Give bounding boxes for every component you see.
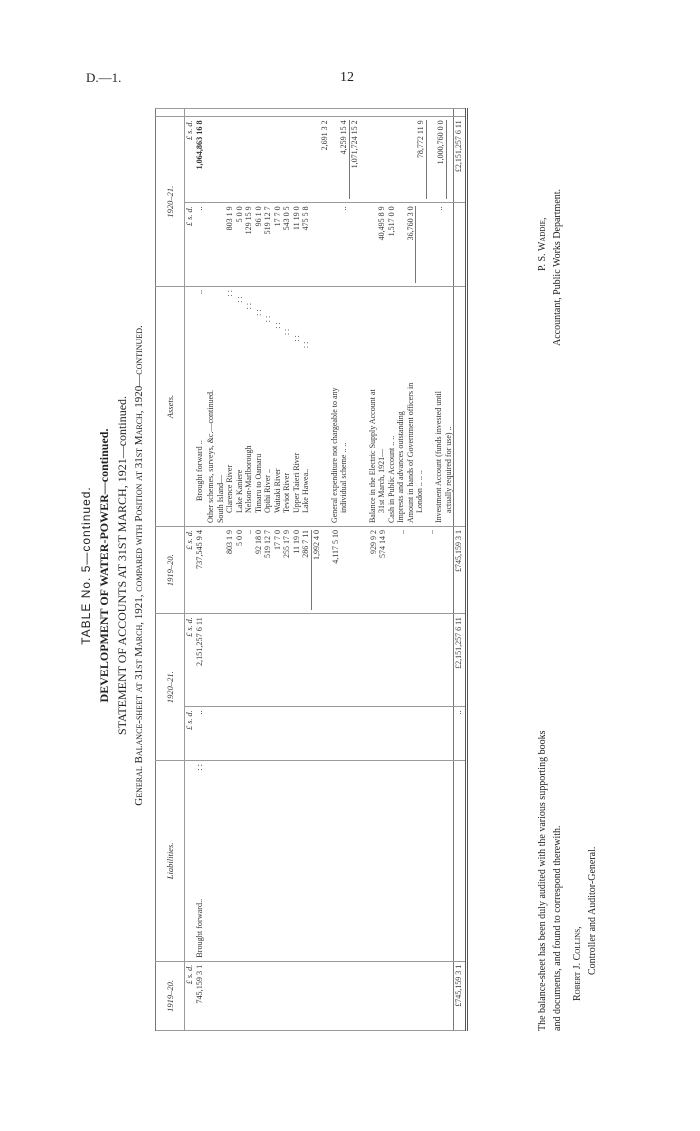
col-assets: Assets. [156,287,185,527]
col-liabilities: Liabilities. [156,761,185,962]
col-1919-20-assets: 1919–20. [156,527,185,614]
assets-bf-label: Brought forward .. .. [195,287,206,527]
accountant-name: P. S. Waddie, [537,217,548,271]
assets-bf-1921: 1,064,863 16 8 [195,117,206,203]
totals-row: £745,159 3 1 .. £2,151,257 6 11 £745,159 3 1 £2,151,257 6 11 [454,109,467,1031]
brought-forward-row: 745,159 3 1 Brought forward.. : : .. 2,151,257 6 11 737,545 9 4 Brought forward .. .. .. 1,064,863 16 8 [195,109,206,1031]
col-1919-20: 1919–20. [156,961,185,1030]
liab-bf-1920: 745,159 3 1 [195,961,206,1030]
assets-total-1921: £2,151,257 6 11 [454,117,467,203]
header-row [156,109,185,1031]
balance-sheet-title: General Balance-sheet at 31st March, 1921, compared with Position at 31st March, 1920—continued. [133,325,145,806]
col-1920-21: 1920–21. [156,614,185,761]
liab-bf-label: Brought forward.. : : [195,761,206,962]
currency-row: £ s. d. £ s. d. £ s. d. £ s. d. £ s. d. £ s. d. [185,109,196,1031]
liab-bf-1921: 2,151,257 6 11 [195,614,206,707]
auditor-title: Controller and Auditor-General. [587,846,598,975]
audit-note-2: and documents, and found to correspond therewith. [552,825,563,1031]
assets-bf-1920: 737,545 9 4 [195,527,206,614]
table-number: TABLE No. 5—continued. [79,486,93,645]
assets-1921-items: 803 1 9 5 0 0 129 15 9 96 1 0 519 12 7 17 7 0 543 0 5 11 19 0 475 5 8 .. 40,495 8 9 1,517 0 0 36,760 3 0 .. [206,203,454,287]
liab-total-1920: £745,159 3 1 [454,961,467,1030]
assets-1921-totals: 2,691 3 2 4,259 15 4 1,071,724 15 2 78,772 11 9 1,000,760 0 0 [206,117,454,203]
audit-note-1: The balance-sheet has been duly audited with the various supporting books [537,730,548,1031]
assets-1920-values: 803 1 9 5 0 0 .. 92 18 0 519 12 7 17 7 0 255 17 9 11 19 0 286 7 11 1,992 4 0 4,117 5 10 929 9 2 574 14 9 .. .. [206,527,454,614]
col-1920-21-assets: 1920–21. [156,117,185,287]
section-title: DEVELOPMENT OF WATER-POWER—continued. [97,428,111,703]
assets-descriptions: Other schemes, surveys, &c.—continued. South Island— Clarence River : : Lake Kaniere : : Nelson-Marlborough : : Timaru to Oamaru : : Opihi River .. : : Waitaki River : : Teviot River : : Upper Taieri River : : Lake Hawea.. : : General expenditure not chargeable to any individual scheme .. .. Balance in the Electric Supply Account at 31st March, 1921— Cash in Public Account .. .. Imprests and advances outstanding Amount in hands of Government officers in London .. .. .. Investment Account (funds invested until actually required for use) .. [206,287,454,527]
balance-sheet-table [155,108,468,1031]
page-code: D.—1. [86,70,122,85]
page-number: 12 [340,70,354,85]
assets-total-1920: £745,159 3 1 [454,527,467,614]
detail-row [206,109,454,1031]
liab-total-1921: £2,151,257 6 11 [454,614,467,707]
accountant-title: Accountant, Public Works Department. [552,188,563,346]
auditor-name: Robert J. Collins, [572,926,583,1001]
statement-title: STATEMENT OF ACCOUNTS AT 31ST MARCH, 1921—continued. [115,395,129,736]
